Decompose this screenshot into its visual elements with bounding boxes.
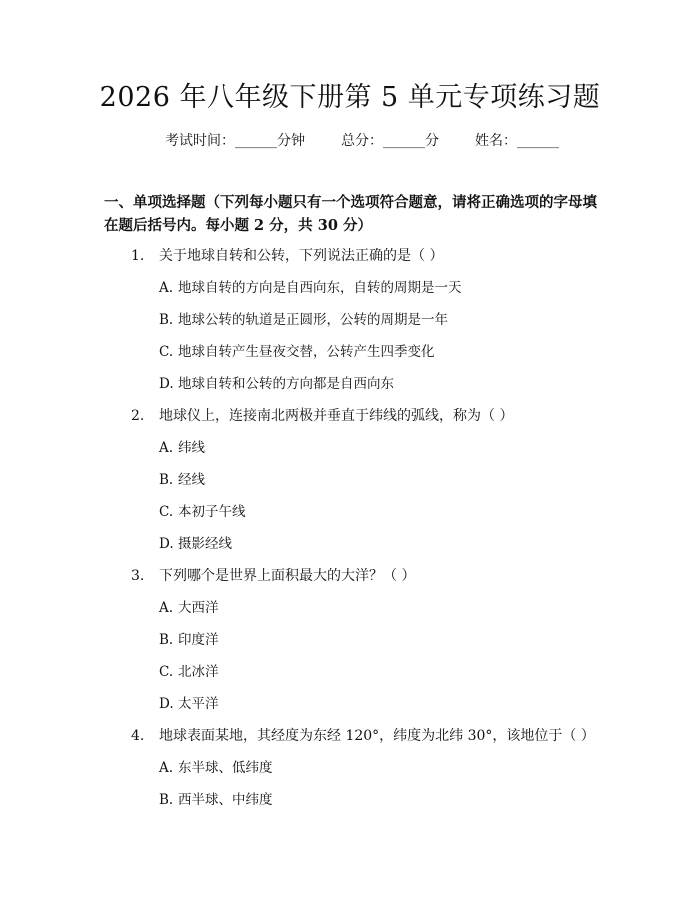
question-stem: 地球表面某地，其经度为东经 120°，纬度为北纬 30°，该地位于（ ） [159, 728, 595, 744]
option-letter: D. [159, 376, 174, 392]
option-letter: B. [159, 472, 174, 488]
option-text: 地球公转的轨道是正圆形，公转的周期是一年 [178, 312, 448, 328]
option-letter: B. [159, 792, 174, 808]
question-1 [0, 246, 700, 278]
question-2 [0, 406, 700, 438]
option-letter: B. [159, 312, 174, 328]
option-text: 东半球、低纬度 [178, 760, 273, 776]
page-title: 2026 年八年级下册第 5 单元专项练习题 [99, 82, 601, 113]
option-text: 地球自转产生昼夜交替，公转产生四季变化 [178, 344, 435, 360]
option-letter: C. [159, 344, 174, 360]
question-stem: 地球仪上，连接南北两极并垂直于纬线的弧线，称为（ ） [159, 408, 514, 424]
question-3 [0, 566, 700, 598]
option-text: 印度洋 [178, 632, 219, 648]
option-letter: C. [159, 504, 174, 520]
question-stem: 关于地球自转和公转，下列说法正确的是（ ） [159, 248, 444, 264]
option-text: 地球自转和公转的方向都是自西向东 [178, 376, 394, 392]
question-1-option-d [0, 374, 700, 406]
question-number: 1. [131, 248, 145, 264]
option-text: 太平洋 [178, 696, 219, 712]
option-text: 摄影经线 [178, 536, 232, 552]
question-3-option-d [0, 694, 700, 726]
option-letter: A. [159, 280, 174, 296]
question-2-option-b [0, 470, 700, 502]
question-2-option-a [0, 438, 700, 470]
option-text: 大西洋 [178, 600, 219, 616]
option-letter: C. [159, 664, 174, 680]
question-2-option-c [0, 502, 700, 534]
question-1-option-b [0, 310, 700, 342]
option-text: 经线 [178, 472, 205, 488]
exam-time-field: 考试时间：______分钟 [165, 133, 305, 149]
question-number: 3. [131, 568, 145, 584]
question-4-option-b [0, 790, 700, 822]
question-3-option-b [0, 630, 700, 662]
question-3-option-c [0, 662, 700, 694]
option-text: 北冰洋 [178, 664, 219, 680]
option-letter: D. [159, 696, 174, 712]
student-name-field: 姓名：______ [475, 133, 559, 149]
question-2-option-d [0, 534, 700, 566]
question-4-option-a [0, 758, 700, 790]
option-letter: A. [159, 600, 174, 616]
question-number: 2. [131, 408, 145, 424]
question-number: 4. [131, 728, 145, 744]
section-heading: 一、单项选择题（下列每小题只有一个选项符合题意，请将正确选项的字母填在题后括号内。每小题 2 分，共 30 分） [104, 194, 597, 234]
option-text: 纬线 [178, 440, 205, 456]
question-4 [0, 726, 700, 758]
option-text: 地球自转的方向是自西向东，自转的周期是一天 [178, 280, 462, 296]
option-text: 本初子午线 [178, 504, 246, 520]
total-score-field: 总分：______分 [341, 133, 439, 149]
question-3-option-a [0, 598, 700, 630]
question-1-option-c [0, 342, 700, 374]
exam-meta-line [165, 131, 559, 151]
option-letter: D. [159, 536, 174, 552]
option-text: 西半球、中纬度 [178, 792, 273, 808]
option-letter: B. [159, 632, 174, 648]
option-letter: A. [159, 760, 174, 776]
question-1-option-a [0, 278, 700, 310]
question-list [0, 246, 700, 822]
question-stem: 下列哪个是世界上面积最大的大洋？（ ） [159, 568, 416, 584]
option-letter: A. [159, 440, 174, 456]
